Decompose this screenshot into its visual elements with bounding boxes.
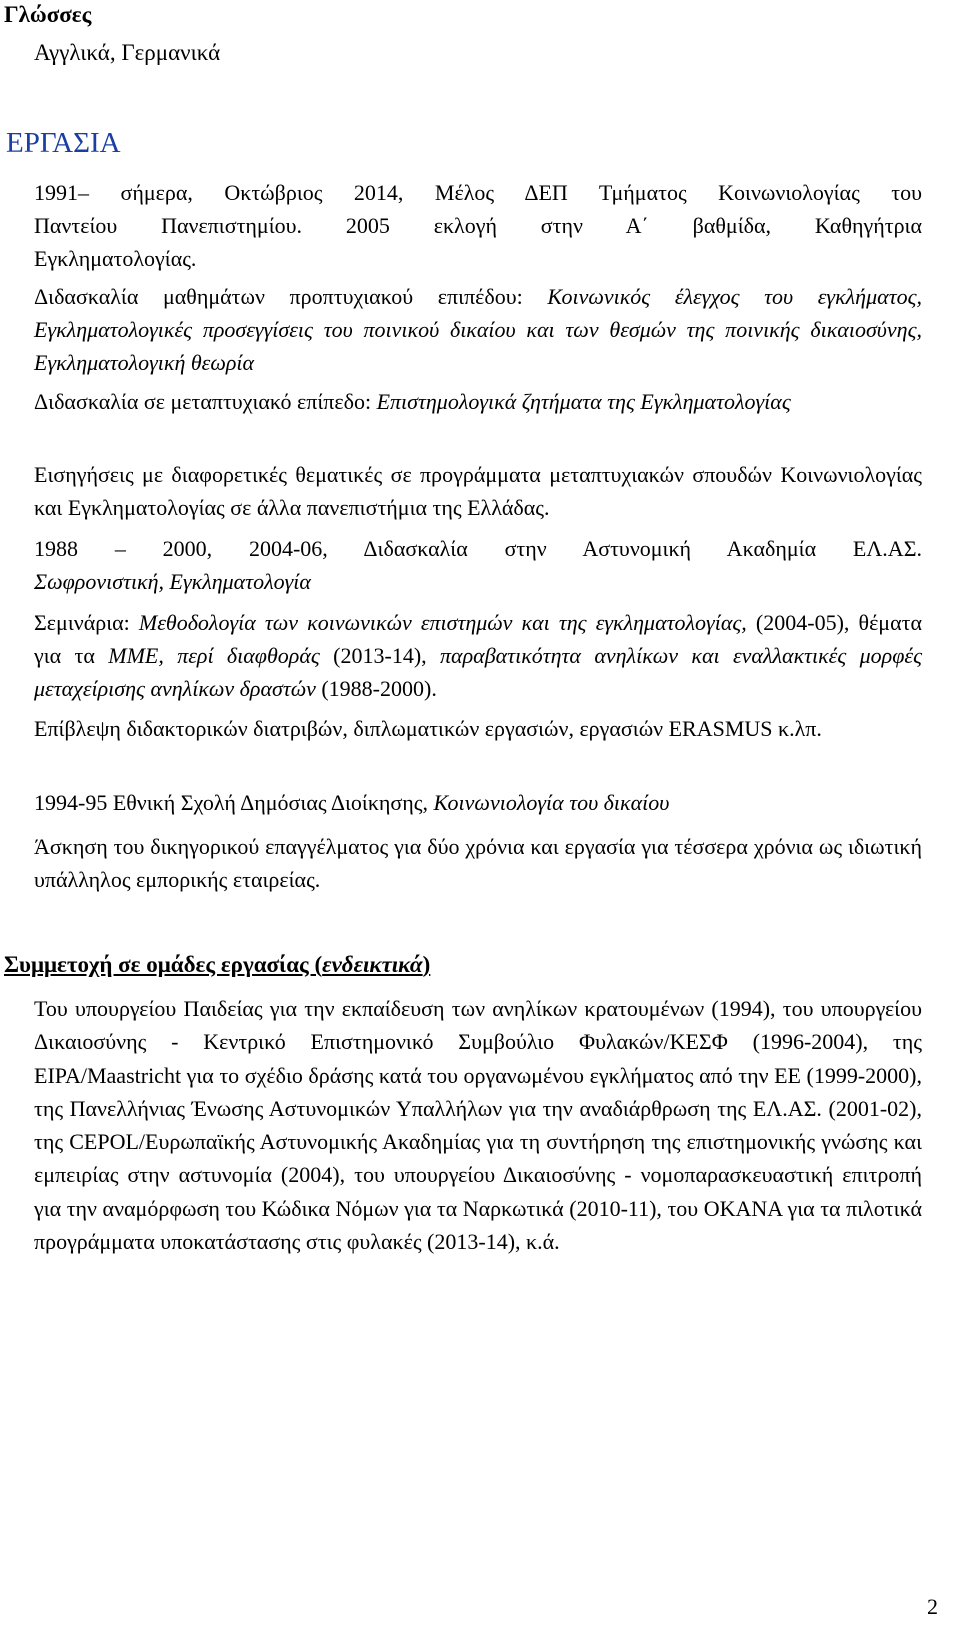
seminar-topic-1: Μεθοδολογία των κοινωνικών επιστημών και της εγκληματολογίας, (138, 610, 747, 635)
groups-heading-close: ) (422, 952, 431, 977)
postgrad-teaching-label: Διδασκαλία σε μεταπτυχιακό επίπεδο: (34, 389, 377, 414)
national-school-course: Κοινωνιολογία του δικαίου (433, 790, 670, 815)
work-paragraph-3 (34, 385, 922, 418)
work-paragraph-4: Εισηγήσεις με διαφορετικές θεματικές σε προγράμματα μεταπτυχιακών σπουδών Κοινωνιολογίας και Εγκληματολογίας σε άλλα πανεπιστήμια της Ελλάδας. (34, 462, 922, 520)
seminar-text-2: (2013-14), (319, 643, 441, 668)
postgrad-courses: Επιστημολογικά ζητήματα της Εγκληματολογίας (376, 389, 791, 414)
undergrad-teaching-label: Διδασκαλία μαθημάτων προπτυχιακού επιπέδου: (34, 284, 548, 309)
police-academy-line: 1988 – 2000, 2004-06, Διδασκαλία στην Αστυνομική Ακαδημία ΕΛ.ΑΣ. (34, 536, 922, 561)
seminar-text-1: (2004-05), θέματα για τα (34, 610, 922, 668)
work-paragraph-5 (34, 532, 922, 598)
work-paragraph-1 (34, 176, 922, 275)
work-paragraph-2 (34, 280, 922, 379)
languages-heading: Γλώσσες (4, 2, 92, 27)
seminar-topic-2: ΜΜΕ, περί διαφθοράς (108, 643, 320, 668)
groups-heading (4, 952, 430, 978)
seminar-topic-3: παραβατικότητα ανηλίκων και εναλλακτικές μορφές μεταχείρισης ανηλίκων δραστών (34, 643, 922, 701)
work-paragraph-8 (34, 786, 922, 819)
groups-paragraph: Του υπουργείου Παιδείας για την εκπαίδευση των ανηλίκων κρατουμένων (1994), του υπουργείου Δικαιοσύνης - Κεντρικό Επιστημονικό Συμβούλιο Φυλακών/ΚΕΣΦ (1996-2004), της EIPA/Maastricht για το σχέδιο δράσης κατά του οργανωμένου εγκλήματος από την ΕΕ (1999-2000), της Πανελλήνιας Ένωσης Αστυνομικών Υπαλλήλων για την αναδιάρθρωση της ΕΛ.ΑΣ. (2001-02), της CEPOL/Ευρωπαϊκής Αστυνομικής Ακαδημίας για τη συντήρηση της επιστημονικής γνώσης και εμπειρίας στην αστυνομία (2004), του υπουργείου Δικαιοσύνης - νομοπαρασκευαστική επιτροπή για την αναμόρφωση του Κώδικα Νόμων για τα Ναρκωτικά (2010-11), του ΟΚΑΝΑ για τα πιλοτικά προγράμματα υποκατάστασης στις φυλακές (2013-14), κ.ά. (34, 996, 922, 1255)
undergrad-courses: Κοινωνικός έλεγχος του εγκλήματος, Εγκληματολογικές προσεγγίσεις του ποινικού δικαίου και των θεσμών της ποινικής δικαιοσύνης, Εγκληματολογική θεωρία (34, 284, 922, 375)
work-p1-line2: Παντείου Πανεπιστημίου. 2005 εκλογή στην Α΄ βαθμίδα, Καθηγήτρια (34, 213, 922, 238)
work-heading: ΕΡΓΑΣΙΑ (6, 127, 121, 159)
languages-text: Αγγλικά, Γερμανικά (34, 40, 221, 65)
work-p1-line3: Εγκληματολογίας. (34, 246, 197, 271)
work-p1-line1: 1991– σήμερα, Οκτώβριος 2014, Μέλος ΔΕΠ Τμήματος Κοινωνιολογίας του (34, 180, 922, 205)
work-paragraph-6 (34, 606, 922, 705)
groups-heading-text: Συμμετοχή σε ομάδες εργασίας ( (4, 952, 323, 977)
groups-heading-italic: ενδεικτικά (322, 952, 423, 977)
page-number: 2 (927, 1594, 938, 1619)
national-school-label: 1994-95 Εθνική Σχολή Δημόσιας Διοίκησης, (34, 790, 434, 815)
seminars-label: Σεμινάρια: (34, 610, 139, 635)
police-academy-courses: Σωφρονιστική, Εγκληματολογία (34, 569, 311, 594)
work-paragraph-7: Επίβλεψη διδακτορικών διατριβών, διπλωματικών εργασιών, εργασιών ERASMUS κ.λπ. (34, 716, 822, 741)
work-paragraph-9: Άσκηση του δικηγορικού επαγγέλματος για δύο χρόνια και εργασία για τέσσερα χρόνια ως ιδιωτική υπάλληλος εμπορικής εταιρείας. (34, 834, 922, 892)
seminar-text-3: (1988-2000). (315, 676, 437, 701)
